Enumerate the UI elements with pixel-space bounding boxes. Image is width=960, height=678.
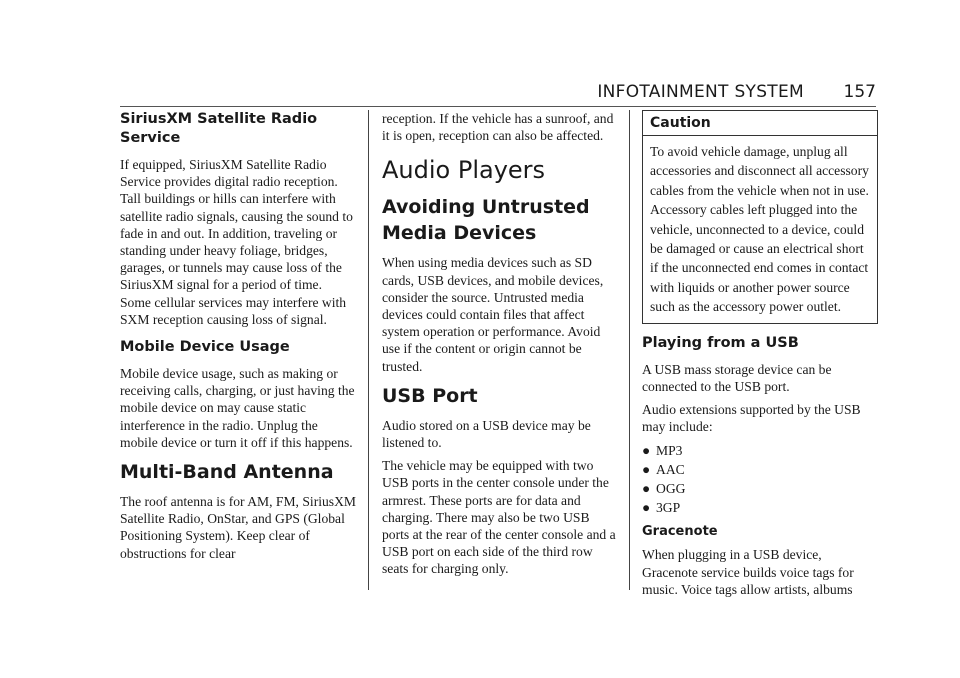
section-title: INFOTAINMENT SYSTEM [597,82,804,102]
caution-text: To avoid vehicle damage, unplug all accessories and disconnect all accessory cables from the vehicle when not in use. Accessory cables left plugged into the vehicle, unconnected to a device, could be damaged or cause an electrical short if the unconnected end comes in contact with liquids or another power source such as the accessory power outlet. [650,144,869,315]
caution-box [642,110,878,324]
column-1 [120,110,356,568]
heading-gracenote: Gracenote [642,524,718,540]
column-divider-1 [368,110,369,590]
bullet-icon: ● [642,443,651,459]
caution-title: Caution [643,111,877,136]
paragraph-usb-port-1: Audio stored on a USB device may be listened to. [382,417,591,451]
paragraph-reception-continued: reception. If the vehicle has a sunroof, and it is open, reception can also be affected. [382,111,614,144]
column-divider-2 [629,110,630,590]
page-number: 157 [843,82,876,102]
heading-siriusxm: SiriusXM Satellite Radio Service [120,111,318,146]
column-3 [642,110,878,604]
paragraph-gracenote: When plugging in a USB device, Gracenote service builds voice tags for music. Voice tags allow artists, albums [642,547,854,597]
paragraph-untrusted-media: When using media devices such as SD cards, USB devices, and mobile devices, consider the source. Untrusted media devices could contain files that affect system operation or performance. Avoid use if the content or origin cannot be trusted. [382,255,604,374]
header-rule [120,106,876,107]
list-item: ● 3GP [642,500,681,516]
bullet-icon: ● [642,481,651,497]
paragraph-siriusxm: If equipped, SiriusXM Satellite Radio Service provides digital radio reception. Tall buildings or hills can interfere with satellite radio signals, causing the sound to fade in and out. In addition, traveling or standing under heavy foliage, bridges, garages, or tunnels may cause loss of the SiriusXM signal for a period of time. Some cellular services may interfere with SXM reception causing loss of signal. [120,157,353,327]
paragraph-mobile-device-usage: Mobile device usage, such as making or receiving calls, charging, or just having the mobile device on may cause static interference in the radio. Unplug the mobile device or turn it off if this happens. [120,366,355,450]
page-header [120,82,876,106]
paragraph-playing-1: A USB mass storage device can be connected to the USB port. [642,361,832,394]
column-2 [382,110,618,584]
paragraph-usb-port-2: The vehicle may be equipped with two USB ports in the center console under the armrest. These ports are for data and charging. There may also be two USB ports at the rear of the center console and a USB port on each side of the third row seats for charging only. [382,458,616,577]
list-item: ● AAC [642,462,685,478]
heading-usb-port: USB Port [382,384,478,407]
heading-audio-players: Audio Players [382,156,546,185]
bullet-icon: ● [642,462,651,478]
heading-mobile-device-usage: Mobile Device Usage [120,339,290,356]
heading-avoiding-untrusted-media: Avoiding Untrusted Media Devices [382,196,590,245]
heading-playing-from-usb: Playing from a USB [642,334,799,351]
paragraph-multi-band-antenna: The roof antenna is for AM, FM, SiriusXM Satellite Radio, OnStar, and GPS (Global Positioning System). Keep clear of obstructions for clear [120,494,356,561]
heading-multi-band-antenna: Multi-Band Antenna [120,461,334,484]
list-item: ● OGG [642,481,686,497]
paragraph-playing-2: Audio extensions supported by the USB may include: [642,402,861,435]
bullet-icon: ● [642,500,651,516]
audio-extension-list [642,441,878,517]
list-item: ● MP3 [642,443,683,459]
